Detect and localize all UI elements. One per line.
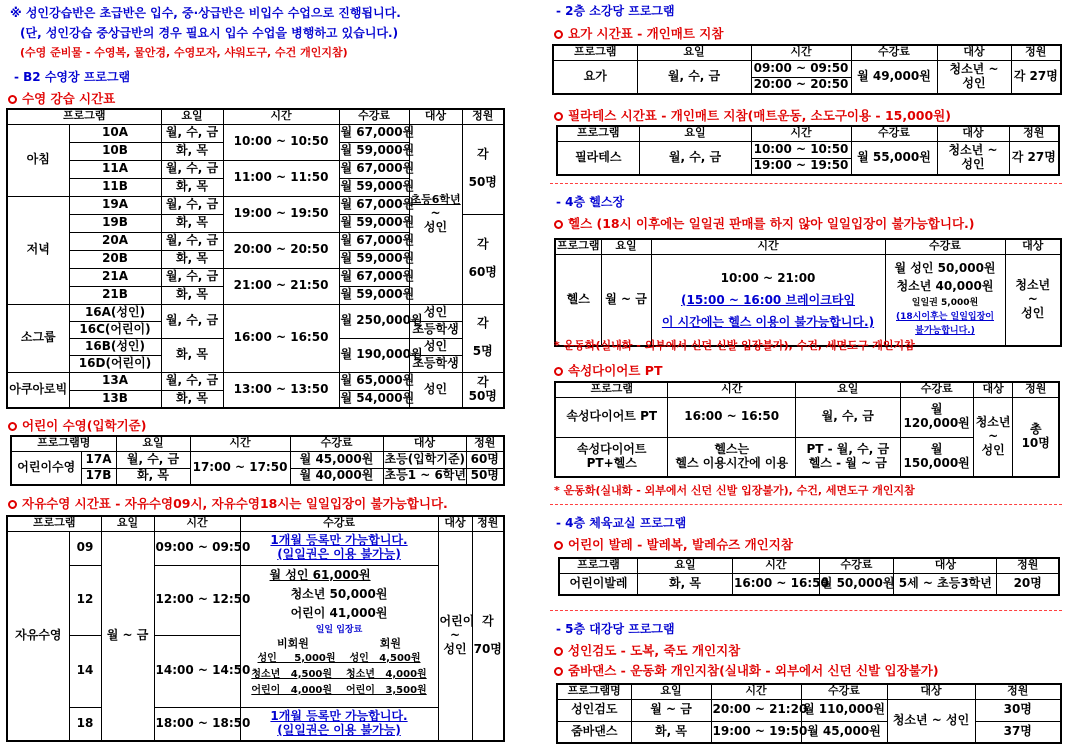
table-cell: 화, 목 xyxy=(631,721,711,743)
table-row xyxy=(7,516,504,531)
ballet-table xyxy=(558,557,1060,596)
divider xyxy=(550,504,1062,505)
table-cell: 화, 목 xyxy=(161,250,223,268)
table-row xyxy=(555,382,1059,397)
table-cell: 프로그램명 xyxy=(11,436,116,451)
table-row xyxy=(557,699,1061,721)
notice-line-1: ※ 성인강습반은 초급반은 입수, 중·상급반은 비입수 수업으로 진행됩니다. xyxy=(10,6,401,20)
table-cell: 각 5명 xyxy=(462,304,504,372)
table-cell: 월, 수, 금 xyxy=(161,372,223,390)
table-row xyxy=(557,141,1059,158)
table-cell: 수강료 xyxy=(819,558,893,573)
table-cell: 요일 xyxy=(631,684,711,699)
table-cell: 16A(성인) xyxy=(69,304,161,321)
yoga-table xyxy=(552,44,1062,95)
yoga-heading: 요가 시간표 - 개인매트 지참 xyxy=(554,24,723,42)
table-cell: 30명 xyxy=(975,699,1061,721)
divider xyxy=(550,183,1062,184)
table-cell: 20:00 ~ 20:50 xyxy=(751,77,851,94)
table-cell: 월 59,000원 xyxy=(339,286,409,304)
zumba-heading: 줌바댄스 - 운동화 개인지참(실내화 - 외부에서 신던 신발 입장불가) xyxy=(554,661,939,679)
divider xyxy=(550,610,1062,611)
health-heading: 헬스 (18시 이후에는 일일권 판매를 하지 않아 일일입장이 불가능합니다.) xyxy=(554,214,975,232)
floor2-title: - 2층 소강당 프로그램 xyxy=(556,4,675,18)
table-cell: 37명 xyxy=(975,721,1061,743)
table-row xyxy=(557,684,1061,699)
circle-bullet-icon xyxy=(554,30,563,39)
table-row xyxy=(557,126,1059,141)
circle-bullet-icon xyxy=(554,220,563,229)
table-cell: 월 67,000원 xyxy=(339,196,409,214)
table-cell: 대상 xyxy=(887,684,975,699)
table-cell: 시간 xyxy=(751,126,851,141)
table-cell: 21:00 ~ 21:50 xyxy=(223,268,339,304)
table-cell: 16:00 ~ 16:50 xyxy=(668,397,796,437)
table-cell: 정원 xyxy=(1011,45,1061,60)
table-cell: 월, 수, 금 xyxy=(161,304,223,338)
table-cell: 시간 xyxy=(651,239,885,254)
table-cell: 각 27명 xyxy=(1009,141,1059,175)
floor4-pe-title: - 4층 체육교실 프로그램 xyxy=(556,516,687,530)
table-cell: 16:00 ~ 16:50 xyxy=(223,304,339,372)
table-cell: 16B(성인) xyxy=(69,338,161,355)
table-cell: 프로그램 xyxy=(557,239,600,253)
table-cell: 월 67,000원 xyxy=(339,268,409,286)
swim-lesson-table xyxy=(6,108,505,409)
table-cell: 16:00 ~ 16:50 xyxy=(733,573,820,595)
table-cell: 성인 xyxy=(409,304,462,321)
table-cell: 월, 수, 금 xyxy=(161,160,223,178)
table-cell: 20B xyxy=(69,250,161,268)
table-cell: 헬스 xyxy=(555,254,601,346)
table-row xyxy=(7,109,504,124)
table-cell: 10A xyxy=(69,124,161,142)
table-cell: 청소년 ~ 성인 xyxy=(1005,254,1061,346)
table-cell: 18 xyxy=(69,707,101,741)
table-cell: 20명 xyxy=(997,573,1059,595)
table-cell: 수강료 xyxy=(851,45,937,60)
table-cell: 17:00 ~ 17:50 xyxy=(190,451,290,485)
pool-title: - B2 수영장 프로그램 xyxy=(14,70,131,84)
table-cell: 시간 xyxy=(733,558,820,573)
table-cell: 11:00 ~ 11:50 xyxy=(223,160,339,196)
table-cell: 요일 xyxy=(116,436,190,451)
table-row xyxy=(553,60,1061,77)
table-cell: 12:00 ~ 12:50 xyxy=(154,565,240,635)
table-cell: 정원 xyxy=(1009,126,1059,141)
table-cell: 13:00 ~ 13:50 xyxy=(223,372,339,408)
table-cell: 소그룹 xyxy=(7,304,69,372)
table-cell: 요일 xyxy=(161,109,223,124)
notice-line-2: (단, 성인강습 중상급반의 경우 필요시 입수 수업을 병행하고 있습니다.) xyxy=(20,26,399,40)
table-cell: 월 67,000원 xyxy=(339,124,409,142)
lesson-heading: 수영 강습 시간표 xyxy=(8,89,115,107)
table-cell: 16C(어린이) xyxy=(69,321,161,338)
table-cell: 화, 목 xyxy=(161,142,223,160)
table-row xyxy=(11,436,504,451)
table-cell: 20:00 ~ 21:20 xyxy=(711,699,801,721)
table-cell: 수강료 xyxy=(339,109,409,124)
table-cell: 13A xyxy=(69,372,161,390)
table-cell: 시간 xyxy=(190,436,290,451)
table-row xyxy=(557,721,1061,743)
table-cell: 20A xyxy=(69,232,161,250)
table-cell: 프로그램 xyxy=(555,382,668,397)
table-cell: 19:00 ~ 19:50 xyxy=(751,158,851,175)
table-cell: 초등1 ~ 6학년 xyxy=(383,468,466,485)
free-fee-cell: 월 성인 61,000원 청소년 50,000원 어린이 41,000원 일일 입장료 비회원 회원 성인 5,000원 성인 4,500원 청소년 4,500원 청소년 4,000원 어린이 4,000원 어린이 3,500원 xyxy=(240,565,438,707)
table-cell: 헬스는 헬스 이용시간에 이용 xyxy=(668,437,796,477)
table-cell: 월 59,000원 xyxy=(339,214,409,232)
table-cell: 월, 수, 금 xyxy=(116,451,190,468)
circle-bullet-icon xyxy=(8,95,17,104)
table-cell: 17A xyxy=(81,451,116,468)
table-cell: 저녁 xyxy=(7,196,69,304)
table-cell: 프로그램 xyxy=(7,516,101,531)
table-cell: 월 150,000원 xyxy=(900,437,973,477)
table-cell: 월 59,000원 xyxy=(339,178,409,196)
table-cell: 정원 xyxy=(997,558,1059,573)
table-cell: 어린이 ~ 성인 xyxy=(438,531,472,741)
table-cell: 19:00 ~ 19:50 xyxy=(223,196,339,232)
table-cell: 정원 xyxy=(1013,382,1059,397)
table-cell: 월, 수, 금 xyxy=(795,397,900,437)
table-cell: 1개월 등록만 가능합니다. (일일권은 이용 불가능) xyxy=(240,531,438,565)
table-cell: 수강료 xyxy=(851,126,937,141)
table-cell: 월 ~ 금 xyxy=(101,531,154,741)
table-row xyxy=(559,558,1059,573)
table-cell: 월 110,000원 xyxy=(801,699,887,721)
table-cell: 화, 목 xyxy=(161,214,223,232)
table-cell: 요일 xyxy=(795,382,900,397)
table-cell: 5세 ~ 초등3학년 xyxy=(894,573,997,595)
circle-bullet-icon xyxy=(8,500,17,509)
circle-bullet-icon xyxy=(554,647,563,656)
hall-table xyxy=(556,683,1062,744)
table-cell: 대상 xyxy=(937,126,1009,141)
table-cell: 수강료 xyxy=(801,684,887,699)
diet-note: * 운동화(실내화 - 외부에서 신던 신발 입장불가), 수건, 세면도구 개인지참 xyxy=(554,484,915,497)
table-cell: 화, 목 xyxy=(638,573,733,595)
table-cell: 초등(입학기준) xyxy=(383,451,466,468)
table-cell: 화, 목 xyxy=(161,286,223,304)
circle-bullet-icon xyxy=(554,112,563,121)
table-cell: 요일 xyxy=(601,239,651,254)
table-cell: 시간 xyxy=(668,382,796,397)
table-cell: 화, 목 xyxy=(161,178,223,196)
table-cell: 자유수영 xyxy=(7,531,69,741)
table-cell: 총 10명 xyxy=(1013,397,1059,477)
table-cell: 속성다이어트 PT+헬스 xyxy=(555,437,668,477)
table-cell: 줌바댄스 xyxy=(557,721,631,743)
table-cell: 16D(어린이) xyxy=(69,355,161,372)
table-row xyxy=(555,239,1061,254)
table-cell: 17B xyxy=(81,468,116,485)
table-row xyxy=(7,531,504,565)
table-row xyxy=(559,573,1059,595)
table-row xyxy=(11,451,504,468)
table-cell: 각 50명 xyxy=(462,124,504,214)
free-swim-table xyxy=(6,515,505,742)
table-cell: 아쿠아로빅 xyxy=(7,372,69,408)
table-cell: 월 ~ 금 xyxy=(601,254,651,346)
table-cell: 어린이수영 xyxy=(11,451,81,485)
table-cell: 11A xyxy=(69,160,161,178)
table-cell: 월 65,000원 xyxy=(339,372,409,390)
pilates-table xyxy=(556,125,1060,176)
table-cell: 프로그램 xyxy=(557,126,639,141)
table-cell: 수강료 xyxy=(290,436,383,451)
table-cell: 시간 xyxy=(751,45,851,60)
table-cell: 프로그램 xyxy=(7,109,161,124)
table-cell: 화, 목 xyxy=(161,390,223,408)
table-cell: 각 60명 xyxy=(462,214,504,304)
kids-heading: 어린이 수영(입학기준) xyxy=(8,416,146,434)
table-cell: 60명 xyxy=(466,451,504,468)
table-row xyxy=(7,124,504,142)
table-cell: 09:00 ~ 09:50 xyxy=(154,531,240,565)
table-cell: 성인 xyxy=(409,338,462,355)
table-cell: 화, 목 xyxy=(116,468,190,485)
table-cell: 필라테스 xyxy=(557,141,639,175)
table-cell: 월 45,000원 xyxy=(290,451,383,468)
table-cell: 09 xyxy=(69,531,101,565)
table-cell: 19:00 ~ 19:50 xyxy=(711,721,801,743)
table-cell: 각 70명 xyxy=(472,531,504,741)
diet-heading: 속성다이어트 PT xyxy=(554,361,663,379)
circle-bullet-icon xyxy=(554,541,563,550)
table-cell: 월, 수, 금 xyxy=(639,141,751,175)
table-cell: 월 55,000원 xyxy=(851,141,937,175)
table-cell: 대상 xyxy=(438,516,472,531)
table-cell: 정원 xyxy=(472,516,504,531)
table-cell: 19B xyxy=(69,214,161,232)
table-cell: 월 59,000원 xyxy=(339,250,409,268)
table-cell: 월 50,000원 xyxy=(819,573,893,595)
table-cell: 월 ~ 금 xyxy=(631,699,711,721)
target-cell: 초등6학년 ~ 성인 xyxy=(409,124,462,304)
table-cell: 요일 xyxy=(639,126,751,141)
table-cell: 월, 수, 금 xyxy=(161,124,223,142)
table-cell: 어린이발레 xyxy=(559,573,638,595)
table-cell: 50명 xyxy=(466,468,504,485)
health-table xyxy=(554,238,1062,347)
table-cell: 09:00 ~ 09:50 xyxy=(751,60,851,77)
table-cell: 청소년 ~ 성인 xyxy=(887,699,975,743)
table-cell: 각 27명 xyxy=(1011,60,1061,94)
table-cell: 청소년 ~ 성인 xyxy=(937,141,1009,175)
table-cell: 프로그램 xyxy=(559,558,638,573)
table-cell: 월 49,000원 xyxy=(851,60,937,94)
free-swim-heading: 자유수영 시간표 - 자유수영09시, 자유수영18시는 일일입장이 불가능합니다. xyxy=(8,494,448,512)
kids-swim-table xyxy=(10,435,505,486)
table-cell: 시간 xyxy=(154,516,240,531)
table-cell: 18:00 ~ 18:50 xyxy=(154,707,240,741)
table-cell: 월 190,000원 xyxy=(339,338,409,372)
table-cell: 10B xyxy=(69,142,161,160)
floor4-gym-title: - 4층 헬스장 xyxy=(556,195,625,209)
table-cell: 월 54,000원 xyxy=(339,390,409,408)
table-cell: 초등학생 xyxy=(409,321,462,338)
table-cell: 월 120,000원 xyxy=(900,397,973,437)
table-row xyxy=(555,397,1059,437)
floor5-title: - 5층 대강당 프로그램 xyxy=(556,622,675,636)
table-cell: 월 40,000원 xyxy=(290,468,383,485)
table-cell: 성인검도 xyxy=(557,699,631,721)
table-cell: 1개월 등록만 가능합니다. (일일권은 이용 불가능) xyxy=(240,707,438,741)
notice-line-3: (수영 준비물 - 수영복, 물안경, 수영모자, 샤워도구, 수건 개인지참) xyxy=(20,46,348,59)
table-row xyxy=(553,45,1061,60)
table-cell: 월, 수, 금 xyxy=(161,196,223,214)
table-row xyxy=(7,304,504,321)
kendo-heading: 성인검도 - 도복, 죽도 개인지참 xyxy=(554,641,740,659)
table-cell: 수강료 xyxy=(240,516,438,531)
table-cell: 11B xyxy=(69,178,161,196)
table-cell: 정원 xyxy=(975,684,1061,699)
table-cell: 프로그램 xyxy=(553,45,637,60)
table-cell: 21B xyxy=(69,286,161,304)
table-cell: 월 59,000원 xyxy=(339,142,409,160)
table-cell: 월, 수, 금 xyxy=(637,60,751,94)
ballet-heading: 어린이 발레 - 발레복, 발레슈즈 개인지참 xyxy=(554,535,793,553)
table-cell: PT - 월, 수, 금 헬스 - 월 ~ 금 xyxy=(795,437,900,477)
pilates-heading: 필라테스 시간표 - 개인매트 지참(매트운동, 소도구이용 - 15,000원) xyxy=(554,106,951,124)
table-cell: 10:00 ~ 10:50 xyxy=(223,124,339,160)
table-cell: 청소년 ~ 성인 xyxy=(937,60,1011,94)
diet-pt-table xyxy=(554,381,1060,478)
table-row xyxy=(555,254,1061,346)
health-note: * 운동화(실내화 - 외부에서 신던 신발 입장불가), 수건, 세면도구 개인지참 xyxy=(554,339,915,352)
circle-bullet-icon xyxy=(8,422,17,431)
table-cell: 요일 xyxy=(638,558,733,573)
table-cell: 월 성인 50,000원 청소년 40,000원 일일권 5,000원 (18시이후는 일일입장이 불가능합니다.) xyxy=(885,254,1005,346)
table-cell: 월, 수, 금 xyxy=(161,268,223,286)
table-cell: 12 xyxy=(69,565,101,635)
table-cell: 14 xyxy=(69,635,101,707)
circle-bullet-icon xyxy=(554,367,563,376)
table-cell: 속성다이어트 PT xyxy=(555,397,668,437)
table-cell: 청소년 ~ 성인 xyxy=(973,397,1013,477)
circle-bullet-icon xyxy=(554,667,563,676)
table-cell: 10:00 ~ 21:00 (15:00 ~ 16:00 브레이크타임 이 시간에는 헬스 이용이 불가능합니다.) xyxy=(651,254,885,346)
table-cell: 21A xyxy=(69,268,161,286)
table-cell: 대상 xyxy=(409,109,462,124)
table-cell: 월 45,000원 xyxy=(801,721,887,743)
table-row xyxy=(7,565,504,635)
table-cell: 대상 xyxy=(973,382,1013,397)
table-cell: 대상 xyxy=(1005,239,1061,254)
table-cell: 요일 xyxy=(101,516,154,531)
table-cell: 수강료 xyxy=(885,239,1005,254)
table-cell: 시간 xyxy=(223,109,339,124)
table-cell: 대상 xyxy=(937,45,1011,60)
table-cell: 각 50명 xyxy=(462,372,504,408)
table-cell: 성인 xyxy=(409,372,462,408)
table-cell: 월, 수, 금 xyxy=(161,232,223,250)
table-cell: 초등학생 xyxy=(409,355,462,372)
table-cell: 요일 xyxy=(637,45,751,60)
table-cell: 14:00 ~ 14:50 xyxy=(154,635,240,707)
table-cell: 요가 xyxy=(553,60,637,94)
table-cell: 월 67,000원 xyxy=(339,160,409,178)
table-cell: 대상 xyxy=(894,558,997,573)
table-cell: 수강료 xyxy=(900,382,973,397)
table-cell: 월 250,000원 xyxy=(339,304,409,338)
table-cell: 13B xyxy=(69,390,161,408)
table-row xyxy=(7,707,504,741)
table-cell: 프로그램명 xyxy=(557,684,631,699)
table-cell: 정원 xyxy=(466,436,504,451)
table-cell: 대상 xyxy=(383,436,466,451)
table-cell: 아침 xyxy=(7,124,69,196)
table-cell: 화, 목 xyxy=(161,338,223,372)
table-cell: 10:00 ~ 10:50 xyxy=(751,141,851,158)
table-cell: 20:00 ~ 20:50 xyxy=(223,232,339,268)
table-cell: 19A xyxy=(69,196,161,214)
table-row xyxy=(7,372,504,390)
table-cell: 정원 xyxy=(462,109,504,124)
table-cell: 시간 xyxy=(711,684,801,699)
table-cell: 월 67,000원 xyxy=(339,232,409,250)
